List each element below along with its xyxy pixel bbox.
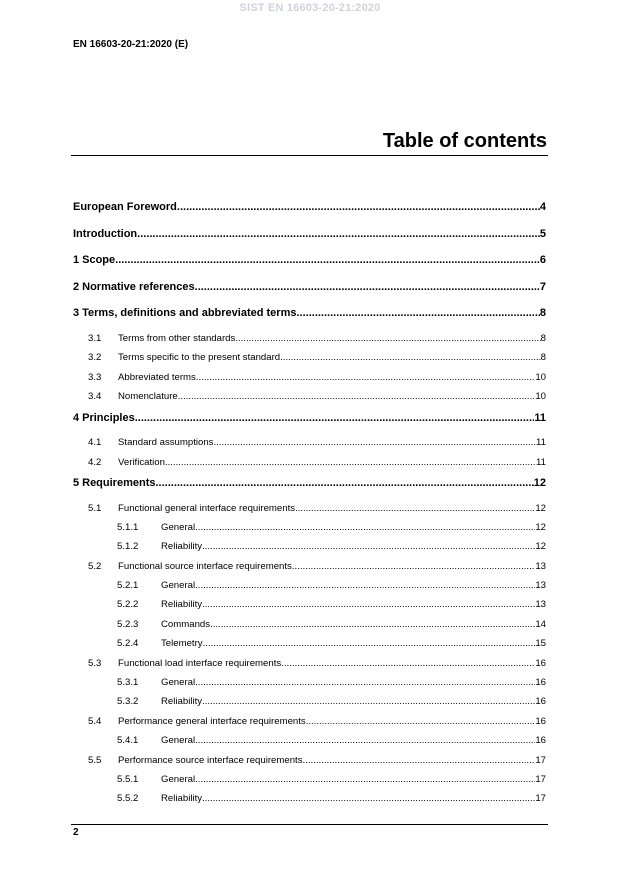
toc-entry-title: Standard assumptions [118,437,214,449]
toc-entry-page: 17 [535,773,546,785]
dot-leader [202,598,535,611]
toc-entry-number: 3.4 [88,391,102,403]
toc-entry-title: Abbreviated terms [118,371,196,383]
toc-entry-number: 5.1 [88,502,102,514]
toc-entry-title: Principles [82,411,135,424]
toc-entry[interactable] [73,502,546,521]
toc-entry-number: 5.2.1 [117,580,139,592]
footer-rule [71,824,548,825]
toc-entry[interactable] [73,332,546,351]
dot-leader [177,199,540,215]
toc-entry-number: 5.2 [88,560,102,572]
toc-entry-page: 16 [535,715,546,727]
toc-entry-number: 3 [73,307,80,320]
dot-leader [296,305,539,321]
toc-entry-page: 17 [535,754,546,766]
toc-entry-title: General [161,735,196,747]
toc-entry-page: 7 [539,280,546,293]
toc-entry-number: 4.2 [88,456,102,468]
document-reference: EN 16603-20-21:2020 (E) [73,39,189,50]
toc-entry[interactable] [73,676,546,695]
dot-leader [115,252,540,268]
toc-entry-number: 5 [73,476,80,489]
dot-leader [303,754,536,767]
toc-entry-number: 1 [73,254,80,267]
toc-entry-page: 12 [535,502,546,514]
toc-entry-number: 3.2 [88,352,102,364]
dot-leader [195,734,535,747]
toc-entry-title: Telemetry [161,638,203,650]
toc-entry-title: Terms, definitions and abbreviated terms [82,307,297,320]
toc-entry-number: 5.2.4 [117,638,139,650]
toc-entry-title: Introduction [73,227,138,240]
dot-leader [137,226,540,242]
dot-leader [306,715,536,728]
toc-entry-title: Verification [118,456,165,468]
toc-entry-page: 13 [535,560,546,572]
toc-entry-title: Functional load interface requirements [118,657,282,669]
toc-entry-number: 5.3.1 [117,677,139,689]
toc-entry-title: Performance general interface requirements [118,715,306,727]
toc-entry[interactable] [73,792,546,811]
toc-entry-title: Terms specific to the present standard [118,352,281,364]
toc-entry[interactable] [73,637,546,656]
toc-entry[interactable] [73,754,546,773]
toc-entry-page: 17 [535,793,546,805]
toc-entry[interactable] [73,695,546,714]
toc-entry[interactable] [73,456,546,475]
toc-entry-page: 4 [539,201,546,213]
dot-leader [196,371,535,384]
toc-entry[interactable] [73,390,546,409]
toc-entry-title: General [161,521,196,533]
toc-entry[interactable] [73,598,546,617]
toc-entry-title: Reliability [161,599,203,611]
toc-entry[interactable] [73,436,546,455]
toc-entry-number: 2 [73,280,80,293]
toc-entry[interactable] [73,773,546,792]
dot-leader [202,792,535,805]
toc-entry-title: Terms from other standards [118,332,236,344]
toc-entry-title: Commands [161,618,211,630]
toc-entry-number: 4.1 [88,437,102,449]
dot-leader [195,521,535,534]
toc-entry-page: 12 [535,541,546,553]
dot-leader [210,618,535,631]
toc-entry-title: Requirements [82,476,156,489]
toc-entry-page: 15 [535,638,546,650]
watermark: SIST EN 16603-20-21:2020 [239,2,381,14]
toc-entry[interactable] [73,305,546,332]
dot-leader [213,436,536,449]
toc-entry-page: 16 [535,696,546,708]
dot-leader [281,657,535,670]
toc-entry-number: 5.2.3 [117,618,139,630]
toc-entry[interactable] [73,715,546,734]
toc-entry-title: Functional general interface requirements [118,502,296,514]
toc-entry[interactable] [73,371,546,390]
toc-entry-title: Normative references [82,280,195,293]
toc-entry[interactable] [73,351,546,370]
dot-leader [203,637,536,650]
toc-entry[interactable] [73,226,546,253]
toc-entry[interactable] [73,618,546,637]
toc-entry-page: 12 [533,476,546,489]
dot-leader [165,456,536,469]
toc-entry-number: 5.2.2 [117,599,139,611]
toc-entry[interactable] [73,560,546,579]
dot-leader [280,351,541,364]
toc-entry-page: 10 [535,391,546,403]
toc-entry-page: 11 [536,456,546,468]
dot-leader [195,579,535,592]
toc-entry-title: Reliability [161,541,203,553]
dot-leader [292,560,535,573]
toc-entry-page: 5 [539,227,546,240]
toc-entry-number: 4 [73,411,80,424]
toc-entry-number: 5.1.1 [117,521,139,533]
toc-entry[interactable] [73,475,546,502]
toc-entry[interactable] [73,252,546,279]
toc-entry-page: 8 [540,332,546,344]
toc-entry-page: 16 [535,735,546,747]
toc-entry-title: European Foreword [73,201,177,213]
toc-entry-page: 13 [535,580,546,592]
dot-leader [178,390,536,403]
dot-leader [235,332,540,345]
toc-entry[interactable] [73,521,546,540]
toc-entry-number: 5.3 [88,657,102,669]
dot-leader [195,676,535,689]
page-title: Table of contents [382,130,547,152]
toc-entry-page: 11 [536,437,546,449]
toc-entry-number: 5.4.1 [117,735,139,747]
toc-entry-page: 13 [535,599,546,611]
toc-entry-page: 11 [534,411,546,424]
toc-entry-title: General [161,677,196,689]
toc-entry-page: 16 [535,657,546,669]
toc-entry[interactable] [73,657,546,676]
toc-entry-page: 10 [535,371,546,383]
toc-entry[interactable] [73,579,546,598]
toc-entry[interactable] [73,540,546,559]
toc-entry-number: 5.5.1 [117,773,139,785]
toc-entry-title: General [161,773,196,785]
page-number: 2 [73,827,79,838]
toc-entry-number: 5.5 [88,754,102,766]
toc-entry-title: Nomenclature [118,391,178,403]
dot-leader [135,410,535,426]
toc-entry-title: Reliability [161,793,203,805]
dot-leader [202,540,535,553]
toc-entry-number: 5.3.2 [117,696,139,708]
toc-entry-number: 5.1.2 [117,541,139,553]
toc-entry-title: General [161,580,196,592]
title-rule [71,155,548,156]
toc-entry-page: 14 [535,618,546,630]
toc-entry-page: 16 [535,677,546,689]
toc-entry[interactable] [73,199,546,226]
toc-entry-title: Reliability [161,696,203,708]
toc-entry-title: Scope [82,254,116,267]
toc-entry[interactable] [73,279,546,306]
dot-leader [202,695,535,708]
dot-leader [295,502,535,515]
toc-entry-page: 8 [540,352,546,364]
table-of-contents [73,199,546,812]
toc-entry-number: 3.3 [88,371,102,383]
toc-entry-page: 6 [539,254,546,267]
toc-entry-title: Functional source interface requirements [118,560,292,572]
dot-leader [195,279,540,295]
toc-entry-number: 5.4 [88,715,102,727]
toc-entry-title: Performance source interface requirements [118,754,303,766]
toc-entry-number: 3.1 [88,332,102,344]
toc-entry-page: 8 [539,307,546,320]
toc-entry-page: 12 [535,521,546,533]
toc-entry[interactable] [73,734,546,753]
toc-entry-number: 5.5.2 [117,793,139,805]
dot-leader [155,475,533,491]
dot-leader [195,773,535,786]
toc-entry[interactable] [73,410,546,437]
